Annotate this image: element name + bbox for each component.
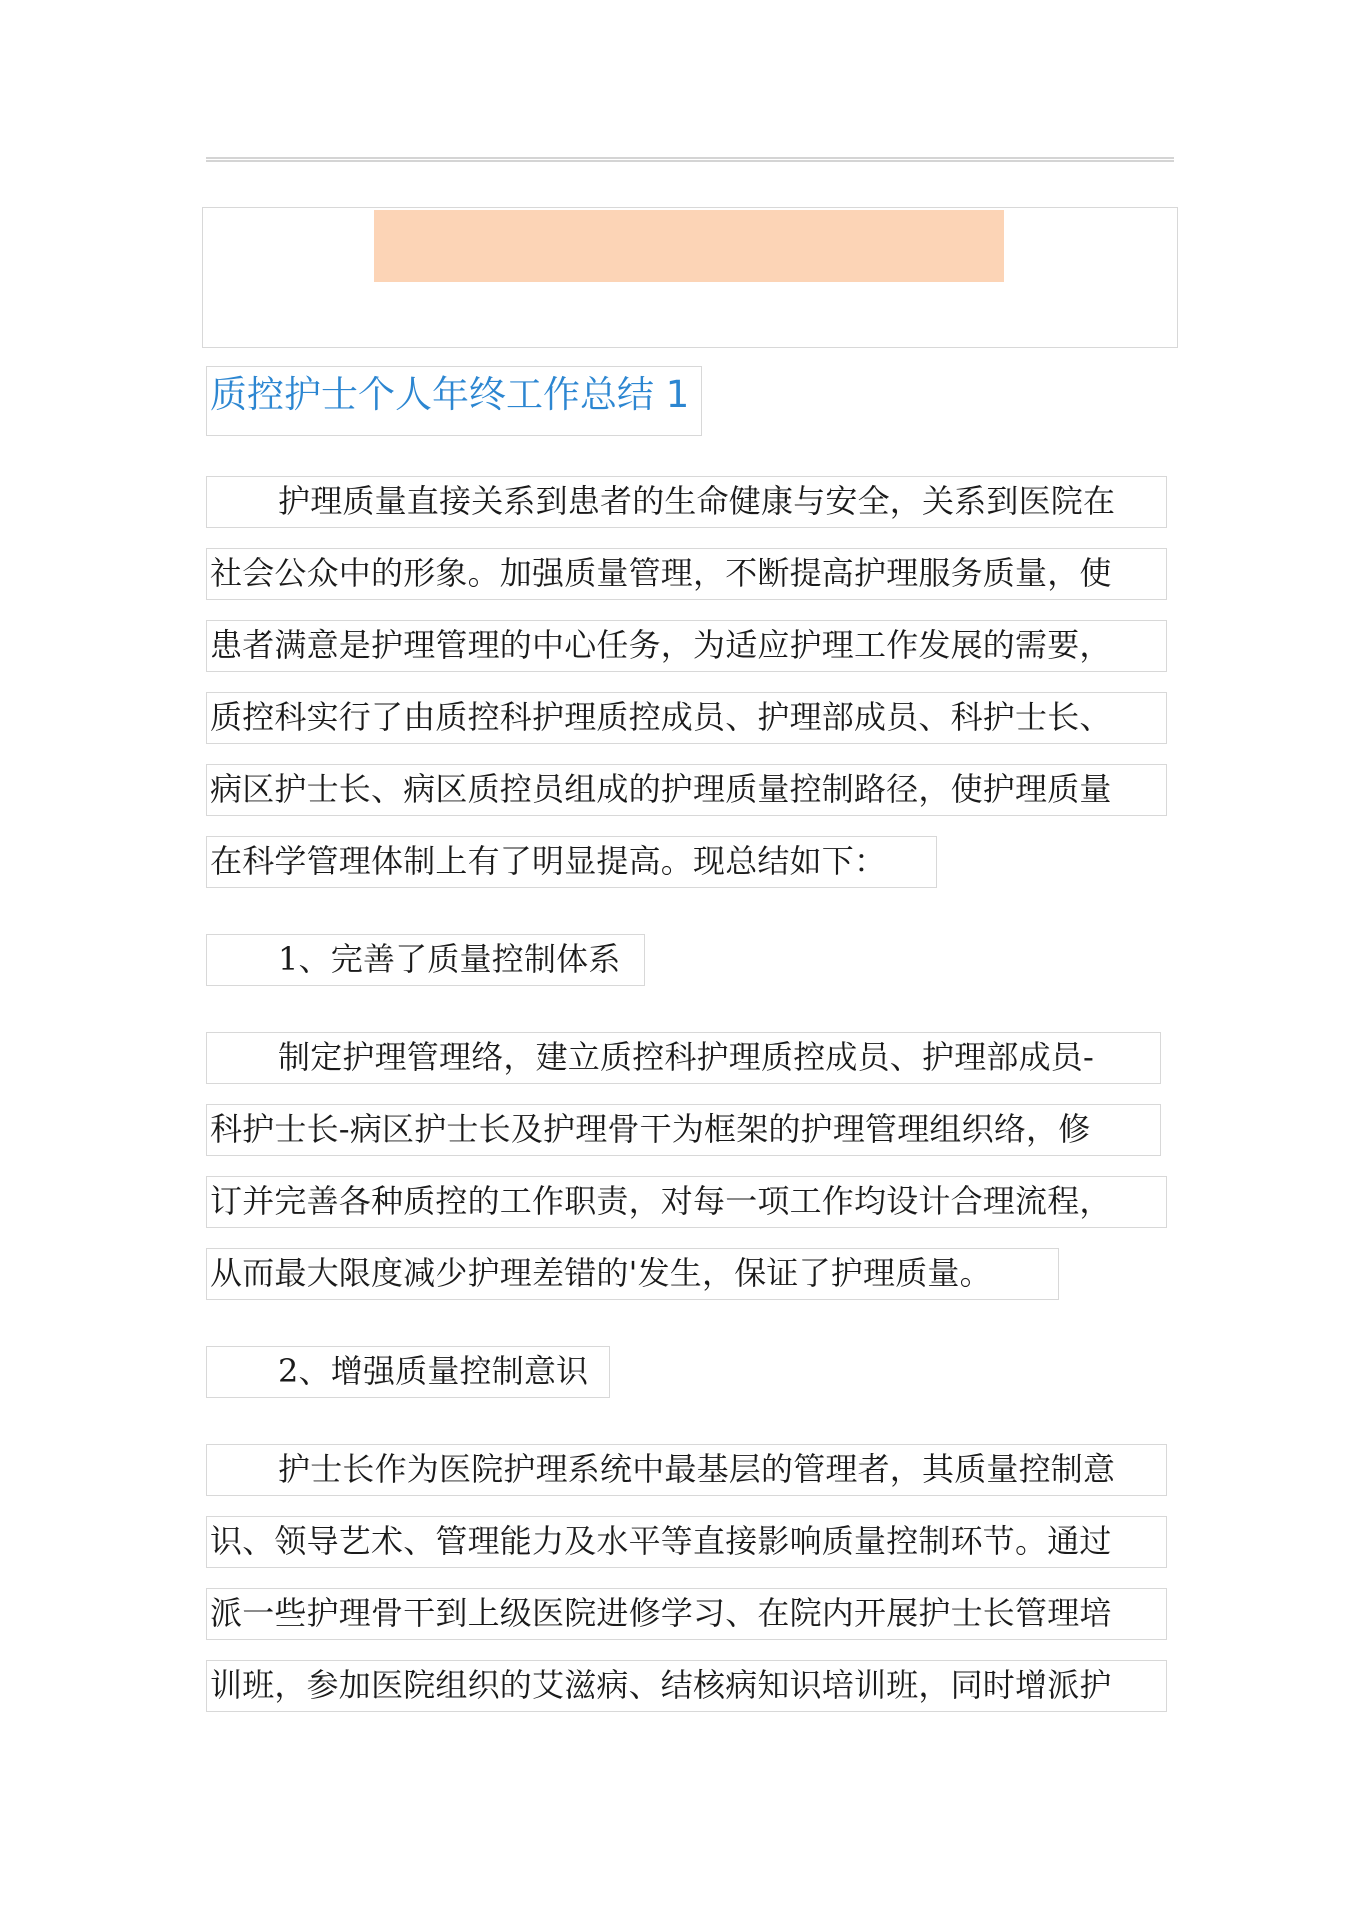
section-heading-2: 2、增强质量控制意识: [206, 1346, 610, 1398]
section1-line-2: 科护士长-病区护士长及护理骨干为框架的护理管理组织络，修: [206, 1104, 1161, 1156]
banner-image: [374, 210, 1004, 282]
section2-line-4: 训班，参加医院组织的艾滋病、结核病知识培训班，同时增派护: [206, 1660, 1167, 1712]
section1-line-3: 订并完善各种质控的工作职责，对每一项工作均设计合理流程，: [206, 1176, 1167, 1228]
intro-line-1: 护理质量直接关系到患者的生命健康与安全，关系到医院在: [206, 476, 1167, 528]
intro-line-4: 质控科实行了由质控科护理质控成员、护理部成员、科护士长、: [206, 692, 1167, 744]
section2-line-2: 识、领导艺术、管理能力及水平等直接影响质量控制环节。通过: [206, 1516, 1167, 1568]
section2-line-3: 派一些护理骨干到上级医院进修学习、在院内开展护士长管理培: [206, 1588, 1167, 1640]
section-heading-1: 1、完善了质量控制体系: [206, 934, 645, 986]
section1-line-1: 制定护理管理络，建立质控科护理质控成员、护理部成员-: [206, 1032, 1161, 1084]
intro-line-6: 在科学管理体制上有了明显提高。现总结如下：: [206, 836, 937, 888]
section1-line-4: 从而最大限度减少护理差错的'发生，保证了护理质量。: [206, 1248, 1059, 1300]
section2-line-1: 护士长作为医院护理系统中最基层的管理者，其质量控制意: [206, 1444, 1167, 1496]
intro-line-5: 病区护士长、病区质控员组成的护理质量控制路径，使护理质量: [206, 764, 1167, 816]
intro-line-3: 患者满意是护理管理的中心任务，为适应护理工作发展的需要，: [206, 620, 1167, 672]
intro-line-2: 社会公众中的形象。加强质量管理，不断提高护理服务质量，使: [206, 548, 1167, 600]
document-title: 质控护士个人年终工作总结 1: [206, 366, 702, 436]
header-rule: [206, 157, 1174, 162]
